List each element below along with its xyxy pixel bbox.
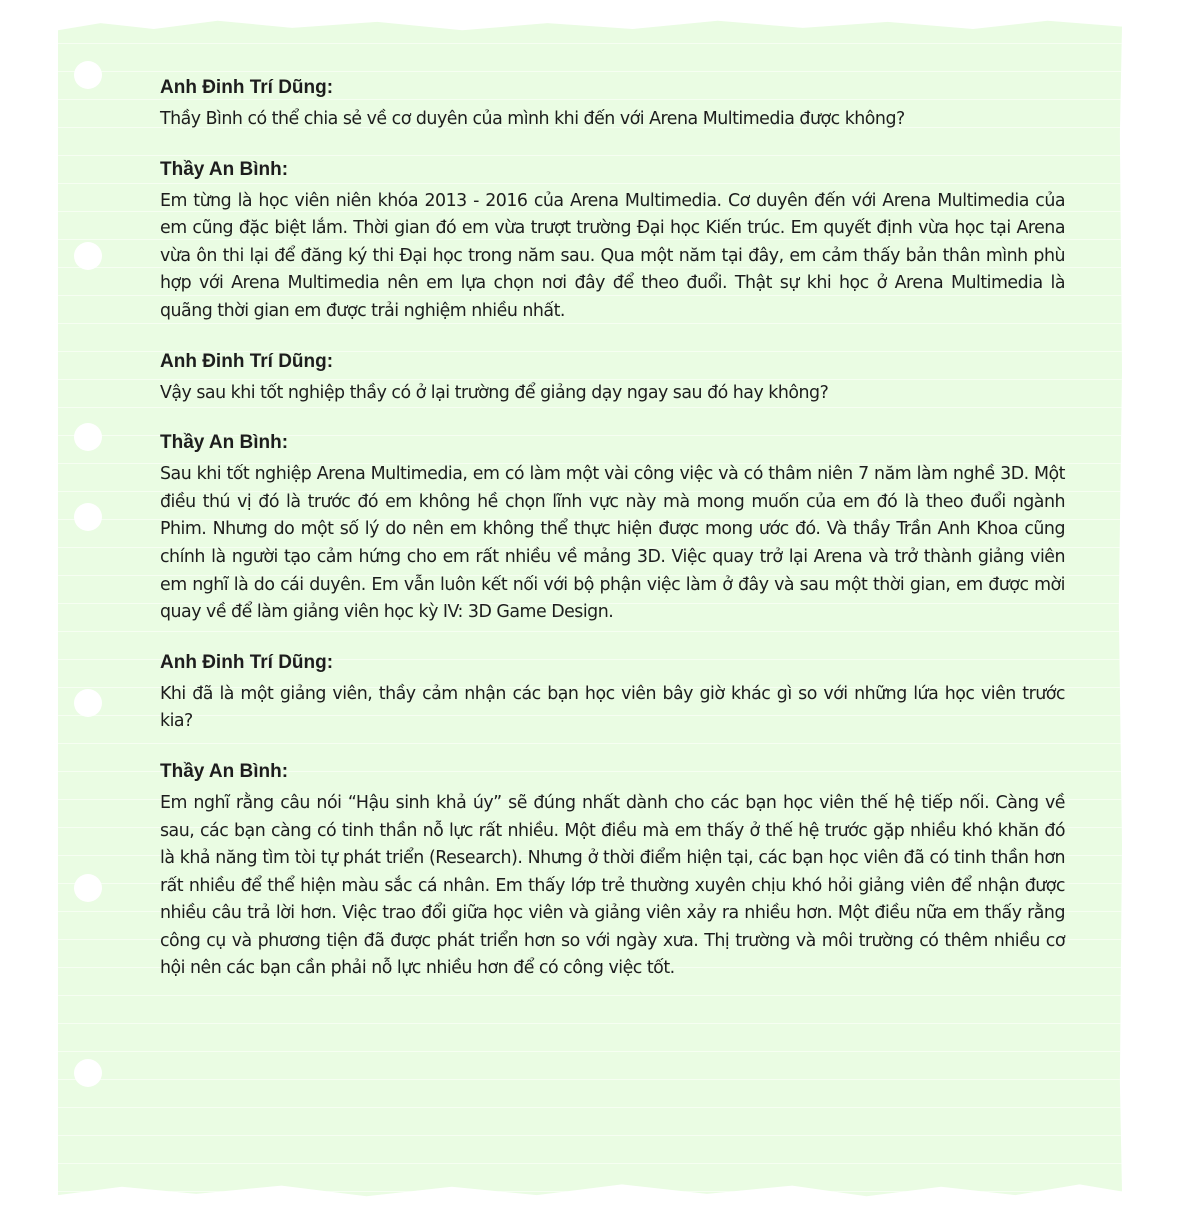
- punch-hole: [74, 61, 102, 89]
- interview-entry: [160, 427, 1065, 627]
- speaker-name: Anh Đinh Trí Dũng:: [160, 350, 334, 372]
- interview-entry: [160, 756, 1065, 983]
- punch-hole: [74, 1059, 102, 1087]
- punch-hole: [74, 242, 102, 270]
- interview-question: Khi đã là một giảng viên, thầy cảm nhận các bạn học viên bây giờ khác gì so với những lứa học viên trước kia?: [160, 683, 1065, 732]
- speaker-name: Anh Đinh Trí Dũng:: [160, 77, 334, 98]
- speaker-name: Thầy An Bình:: [160, 158, 289, 180]
- interview-question: Vậy sau khi tốt nghiệp thầy có ở lại trường để giảng dạy ngay sau đó hay không?: [160, 382, 829, 403]
- interview-answer: Em từng là học viên niên khóa 2013 - 2016 của Arena Multimedia. Cơ duyên đến với Arena Multimedia của em cũng đặc biệt lắm. Thời gian đó em vừa trượt trường Đại học Kiến trúc. Em quyết định vừa học tại Arena vừa ôn thi lại để đăng ký thi Đại học trong năm sau. Qua một năm tại đây, em cảm thấy bản thân mình phù hợp với Arena Multimedia nên em lựa chọn nơi đây để theo đuổi. Thật sự khi học ở Arena Multimedia là quãng thời gian em được trải nghiệm nhiều nhất.: [160, 190, 1065, 321]
- speaker-name: Thầy An Bình:: [160, 760, 289, 782]
- interview-content: [160, 72, 1065, 1003]
- interview-question: Thầy Bình có thể chia sẻ về cơ duyên của mình khi đến với Arena Multimedia được không?: [160, 109, 905, 129]
- punch-hole: [74, 503, 102, 531]
- interview-entry: [160, 72, 1065, 134]
- interview-entry: [160, 346, 1065, 408]
- punch-hole: [74, 874, 102, 902]
- interview-answer: Em nghĩ rằng câu nói “Hậu sinh khả úy” sẽ đúng nhất dành cho các bạn học viên thế hệ tiếp nối. Càng về sau, các bạn càng có tinh thần nỗ lực rất nhiều. Một điều mà em thấy ở thế hệ trước gặp nhiều khó khăn đó là khả năng tìm tòi tự phát triển (Research). Nhưng ở thời điểm hiện tại, các bạn học viên đã có tinh thần hơn rất nhiều để thể hiện màu sắc cá nhân. Em thấy lớp trẻ thường xuyên chịu khó hỏi giảng viên để nhận được nhiều câu trả lời hơn. Việc trao đổi giữa học viên và giảng viên xảy ra nhiều hơn. Một điều nữa em thấy rằng công cụ và phương tiện đã được phát triển hơn so với ngày xưa. Thị trường và môi trường có thêm nhiều cơ hội nên các bạn cần phải nỗ lực nhiều hơn để có công việc tốt.: [160, 792, 1065, 979]
- punch-hole: [74, 689, 102, 717]
- interview-entry: [160, 154, 1065, 326]
- interview-answer: Sau khi tốt nghiệp Arena Multimedia, em có làm một vài công việc và có thâm niên 7 năm làm nghề 3D. Một điều thú vị đó là trước đó em không hề chọn lĩnh vực này mà mong muốn của em đó là theo đuổi ngành Phim. Nhưng do một số lý do nên em không thể thực hiện được mong ước đó. Và thầy Trần Anh Khoa cũng chính là người tạo cảm hứng cho em rất nhiều về mảng 3D. Việc quay trở lại Arena và trở thành giảng viên em nghĩ là do cái duyên. Em vẫn luôn kết nối với bộ phận việc làm ở đây và sau một thời gian, em được mời quay về để làm giảng viên học kỳ IV: 3D Game Design.: [160, 464, 1065, 623]
- interview-entry: [160, 647, 1065, 736]
- speaker-name: Thầy An Bình:: [160, 432, 289, 454]
- punch-hole: [74, 423, 102, 451]
- speaker-name: Anh Đinh Trí Dũng:: [160, 651, 334, 673]
